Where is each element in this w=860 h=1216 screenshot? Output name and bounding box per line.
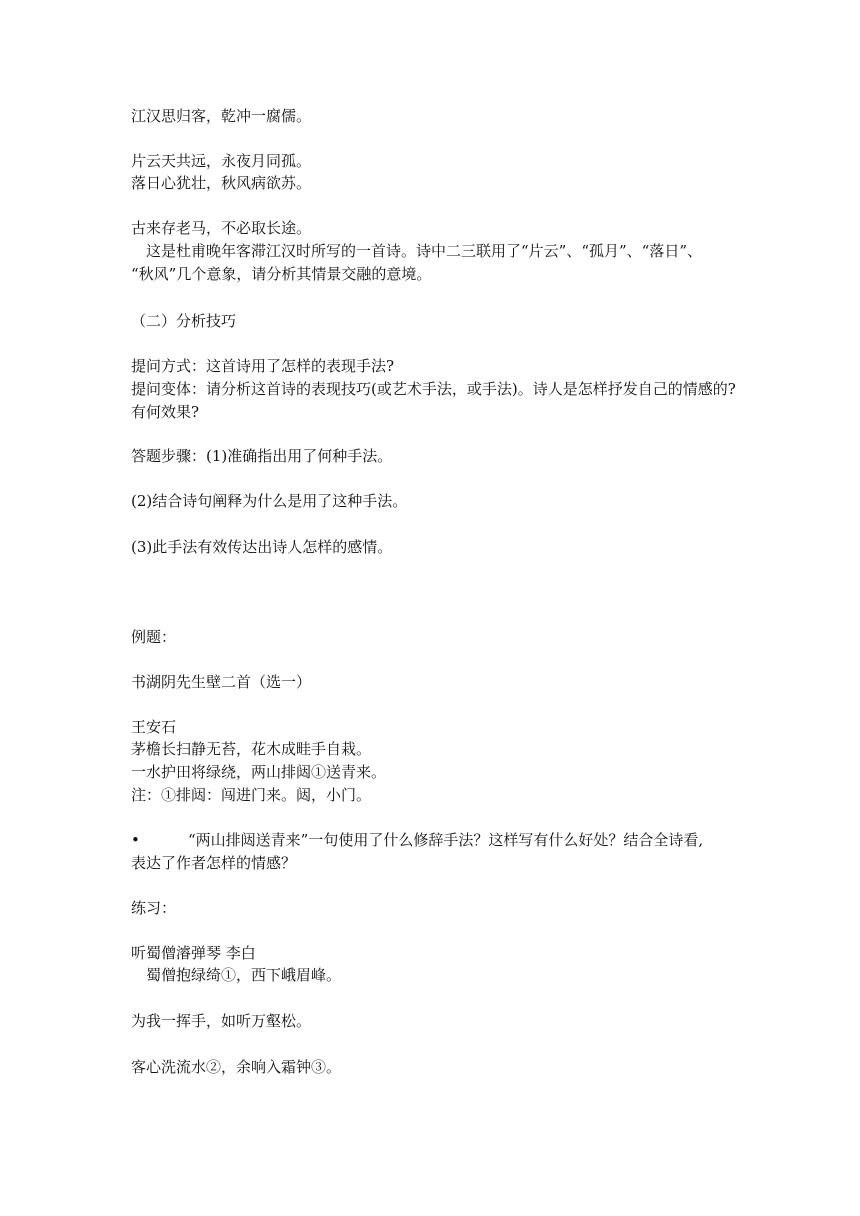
answer-step-2: (2)结合诗句阐释为什么是用了这种手法。 [131,492,408,510]
practice-label: 练习： [131,899,177,917]
example-label: 例题： [131,628,177,646]
example-poem-author: 王安石 [131,718,177,736]
practice-poem-line-3: 客心洗流水②，余响入霜钟③。 [131,1058,342,1076]
ask-variant-line-1: 提问变体：请分析这首诗的表现技巧(或艺术手法，或手法)。诗人是怎样抒发自己的情感的? [131,380,736,398]
example-poem-title: 书湖阴先生壁二首（选一） [131,673,312,691]
poem1-line-4: 古来存老马，不必取长途。 [131,219,312,237]
practice-poem-line-1: 蜀僧抱绿绮①，西下峨眉峰。 [131,966,342,984]
poem1-line-2: 片云天共远，永夜月同孤。 [131,152,312,170]
question-bullet: • [131,831,140,849]
example-question-line-1: “两山排闼送青来”一句使用了什么修辞手法？这样写有什么好处？结合全诗看, [188,831,704,849]
ask-variant-line-2: 有何效果? [131,403,200,421]
poem1-question-line-1: 这是杜甫晚年客滞江汉时所写的一首诗。诗中二三联用了“片云”、“孤月”、“落日”、 [131,242,703,260]
example-poem-line-1: 茅檐长扫静无苔，花木成畦手自栽。 [131,740,372,758]
poem1-question-line-2: “秋风”几个意象，请分析其情景交融的意境。 [131,265,432,283]
practice-poem-line-2: 为我一挥手，如听万壑松。 [131,1012,312,1030]
ask-way-text: 提问方式：这首诗用了怎样的表现手法? [131,357,395,375]
practice-poem-title: 听蜀僧濬弹琴 李白 [131,944,256,962]
example-question-line-2: 表达了作者怎样的情感？ [131,854,297,872]
section-heading: （二）分析技巧 [131,312,237,330]
example-poem-note: 注：①排闼：闯进门来。闼，小门。 [131,786,372,804]
poem1-line-1: 江汉思归客，乾冲一腐儒。 [131,107,312,125]
poem1-line-3: 落日心犹壮，秋风病欲苏。 [131,174,312,192]
answer-step-3: (3)此手法有效传达出诗人怎样的感情。 [131,538,393,556]
example-poem-line-2: 一水护田将绿绕，两山排闼①送青来。 [131,763,387,781]
answer-step-1: 答题步骤：(1)准确指出用了何种手法。 [131,447,393,465]
